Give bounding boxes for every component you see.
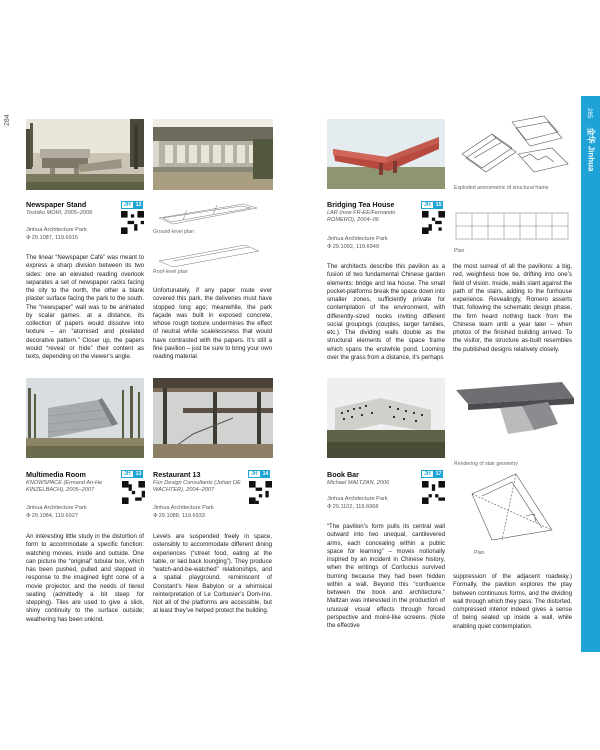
restaurant-13-park: Jinhua Architecture Park xyxy=(153,505,214,511)
stair-geometry-rendering xyxy=(452,378,577,438)
restaurant-13-text: Levels are suspended freely in space, ostensibly to accommodate different dining experiences (“street food, eating at the table, or laid back lounging”). They produce “watch-and-be-watched” relationships, and a spatial playground, reminiscent of Constant’s New Babylon or a whimsical reinterpretation of Le Corbusier’s Dom-Ino. Not all of the platforms are accessible, but at least they’ve helped protect the building. xyxy=(153,533,272,615)
book-bar-credit: Michael MALTZAN, 2006 xyxy=(327,480,390,486)
book-bar-photo xyxy=(327,378,445,458)
badge-code: JH xyxy=(121,201,134,209)
tea-house-park: Jinhua Architecture Park xyxy=(327,236,388,242)
newspaper-stand-badge xyxy=(121,201,143,209)
restaurant-13-badge xyxy=(248,470,270,478)
multimedia-room-title: Multimedia Room xyxy=(26,470,86,479)
newspaper-stand-text: The linear “Newspaper Café” was meant to express a sharp division between its two sides: one an elevated reading overlook separates a set of newspaper racks facing the city to the north, the other a blank plaster surface facing the park to the south. The “newspaper” wall was to be animated by scalar games: at a distance, its collection of papers would dissolve into texture – an “atomised and pixelated decorative pattern.” Closer up, the papers would “reveal or hide” their content as texts, depending on the viewer’s angle. xyxy=(26,254,144,360)
book-bar-badge xyxy=(421,470,443,478)
badge-code: JH xyxy=(421,470,434,478)
newspaper-stand-qr-code[interactable] xyxy=(121,211,144,234)
pin-icon: ✣ xyxy=(327,504,332,510)
tea-house-coords xyxy=(327,244,379,251)
badge-number: 15 xyxy=(435,202,442,208)
coords-value: 29.1092, 119.6949 xyxy=(332,244,379,250)
restaurant-13-title: Restaurant 13 xyxy=(153,470,201,479)
section-sidebar xyxy=(581,96,600,652)
newspaper-stand-title: Newspaper Stand xyxy=(26,200,87,209)
roof-level-plan-caption: Roof-level plan xyxy=(153,269,188,275)
restaurant-13-credit: Fün Design Consultants (Johan DE WACHTER), 2004–2007 xyxy=(153,480,241,494)
newspaper-stand-photo xyxy=(26,119,144,190)
badge-number: 13 xyxy=(135,471,142,477)
restaurant-13-qr-code[interactable] xyxy=(249,481,272,504)
restaurant-13-photo xyxy=(153,378,273,458)
newspaper-stand-text-continued: Unfortunately, if any paper route ever covered this park, the deliveries must have stopped long ago; meanwhile, the park façade was built in exposed concrete, whose rough texture undermines the effect of neutral white scalelessness that would have contrasted with the papers. It’s still a fine pavilion – just be sure to bring your own reading material. xyxy=(153,287,272,360)
book-bar-title: Book Bar xyxy=(327,470,359,479)
section-title: 金华 Jinhua xyxy=(586,127,596,172)
tea-house-title: Bridging Tea House xyxy=(327,200,395,209)
badge-code: JH xyxy=(421,201,434,209)
tea-house-text-continued: the most surreal of all the pavilions: a big, red, weightless bow tie, drifting into one’s field of vision. Inside, walls slant against the path of the stairs, adding to the funhouse experience. Revealingly, Romero asserts that, following the schematic design phase, the firm heard nothing back from the Chinese team until a year later – when photos of the finished building arrived. To the visitor, the structure as-built resembles the published designs relatively closely. xyxy=(453,263,572,353)
book-bar-coords xyxy=(327,504,379,511)
right-page-number: 285 xyxy=(586,107,593,119)
roof-level-plan-drawing xyxy=(153,241,268,269)
tea-house-text: The architects describe this pavilion as a fusion of two fundamental Chinese garden elements: bridge and tea house. The small pocket-platforms break the space down into smaller zones, sufficiently private for contemplation of the environment, with differently-sized nooks inviting different social groupings (couples, larger families, etc.). The dividing walls double as the structural elements of the space frame which spans the erstwhile pond. Looming over the grass from a distance, it’s perhaps xyxy=(327,263,445,361)
book-bar-park: Jinhua Architecture Park xyxy=(327,496,388,502)
multimedia-room-photo xyxy=(26,378,144,458)
ground-level-plan-caption: Ground-level plan xyxy=(153,229,194,235)
badge-number: 12 xyxy=(135,202,142,208)
pin-icon: ✣ xyxy=(26,235,31,241)
tea-house-plan-drawing xyxy=(452,207,572,247)
newspaper-stand-detail-photo xyxy=(153,119,273,190)
newspaper-stand-credit: Toshiko MORI, 2005–2006 xyxy=(26,210,93,216)
book-bar-plan-caption: Plan xyxy=(474,550,485,556)
book-bar-text: “The pavilion’s form pulls its central wall outward into two unequal, cantilevered arms, each concealing within a public space for learning” – moves notionally inspired by an incident in Chinese history, when the writings of Confucius survived burning because they had been hidden within a wall. Beyond this “confluence between the book and architecture,” Maltzan was interested in the production of unusual visual effects through forced perspective and moiré-like screens. (Note the effective xyxy=(327,523,445,629)
multimedia-room-badge xyxy=(121,470,143,478)
coords-value: 29.1088, 119.6933 xyxy=(158,513,205,519)
newspaper-stand-coords xyxy=(26,235,78,242)
book-bar-qr-code[interactable] xyxy=(422,481,445,504)
book-bar-plan-drawing xyxy=(452,470,567,556)
multimedia-room-park: Jinhua Architecture Park xyxy=(26,505,87,511)
multimedia-room-coords xyxy=(26,513,78,520)
exploded-axonometric-caption: Exploded axonometric of structural frame xyxy=(454,185,549,191)
pin-icon: ✣ xyxy=(153,513,158,519)
tea-house-plan-caption: Plan xyxy=(454,248,465,254)
coords-value: 29.1102, 119.6968 xyxy=(332,504,379,510)
badge-code: JH xyxy=(248,470,261,478)
coords-value: 29.1084, 119.6927 xyxy=(31,513,78,519)
multimedia-room-qr-code[interactable] xyxy=(122,481,145,504)
multimedia-room-text: An interesting little study in the distortion of form to accommodate a specific function: watching movies, inside and outside. One can picture the “original” tubular box, which has been pushed, pulled and stepped in response to the imagined light cone of a movie projector, and the needs of tiered seating (admittedly a bit steep for stepping). Tiles are used to give a slick, shiny continuity to the surface outside; weathering has been unkind. xyxy=(26,533,144,623)
tea-house-qr-code[interactable] xyxy=(422,211,445,234)
badge-number: 17 xyxy=(435,471,442,477)
book-bar-text-continued: suppression of the adjacent roadway.) Formally, the pavilion explores the play between continuous forms, and the dividing wall through which they pass. The distorted, compressed interior indeed gives a sense of being sealed up inside a wall, while enabling quiet contemplation. xyxy=(453,573,572,630)
exploded-axonometric-drawing xyxy=(452,114,577,184)
tea-house-credit: LAR (now FR-EE/Fernando ROMERO), 2004–06 xyxy=(327,210,396,224)
stair-geometry-caption: Rendering of stair geometry xyxy=(454,461,519,467)
newspaper-stand-park: Jinhua Architecture Park xyxy=(26,227,87,233)
pin-icon: ✣ xyxy=(327,244,332,250)
tea-house-photo xyxy=(327,119,445,189)
restaurant-13-coords xyxy=(153,513,205,520)
multimedia-room-credit: KNOWSPACE (Ermand An-He KINZELBACH), 2005–2007 xyxy=(26,480,103,494)
ground-level-plan-drawing xyxy=(153,200,268,228)
badge-code: JH xyxy=(121,470,134,478)
coords-value: 29.1087, 119.6915 xyxy=(31,235,78,241)
pin-icon: ✣ xyxy=(26,513,31,519)
tea-house-badge xyxy=(421,201,443,209)
badge-number: 14 xyxy=(262,471,269,477)
left-page-number: 284 xyxy=(4,114,11,126)
